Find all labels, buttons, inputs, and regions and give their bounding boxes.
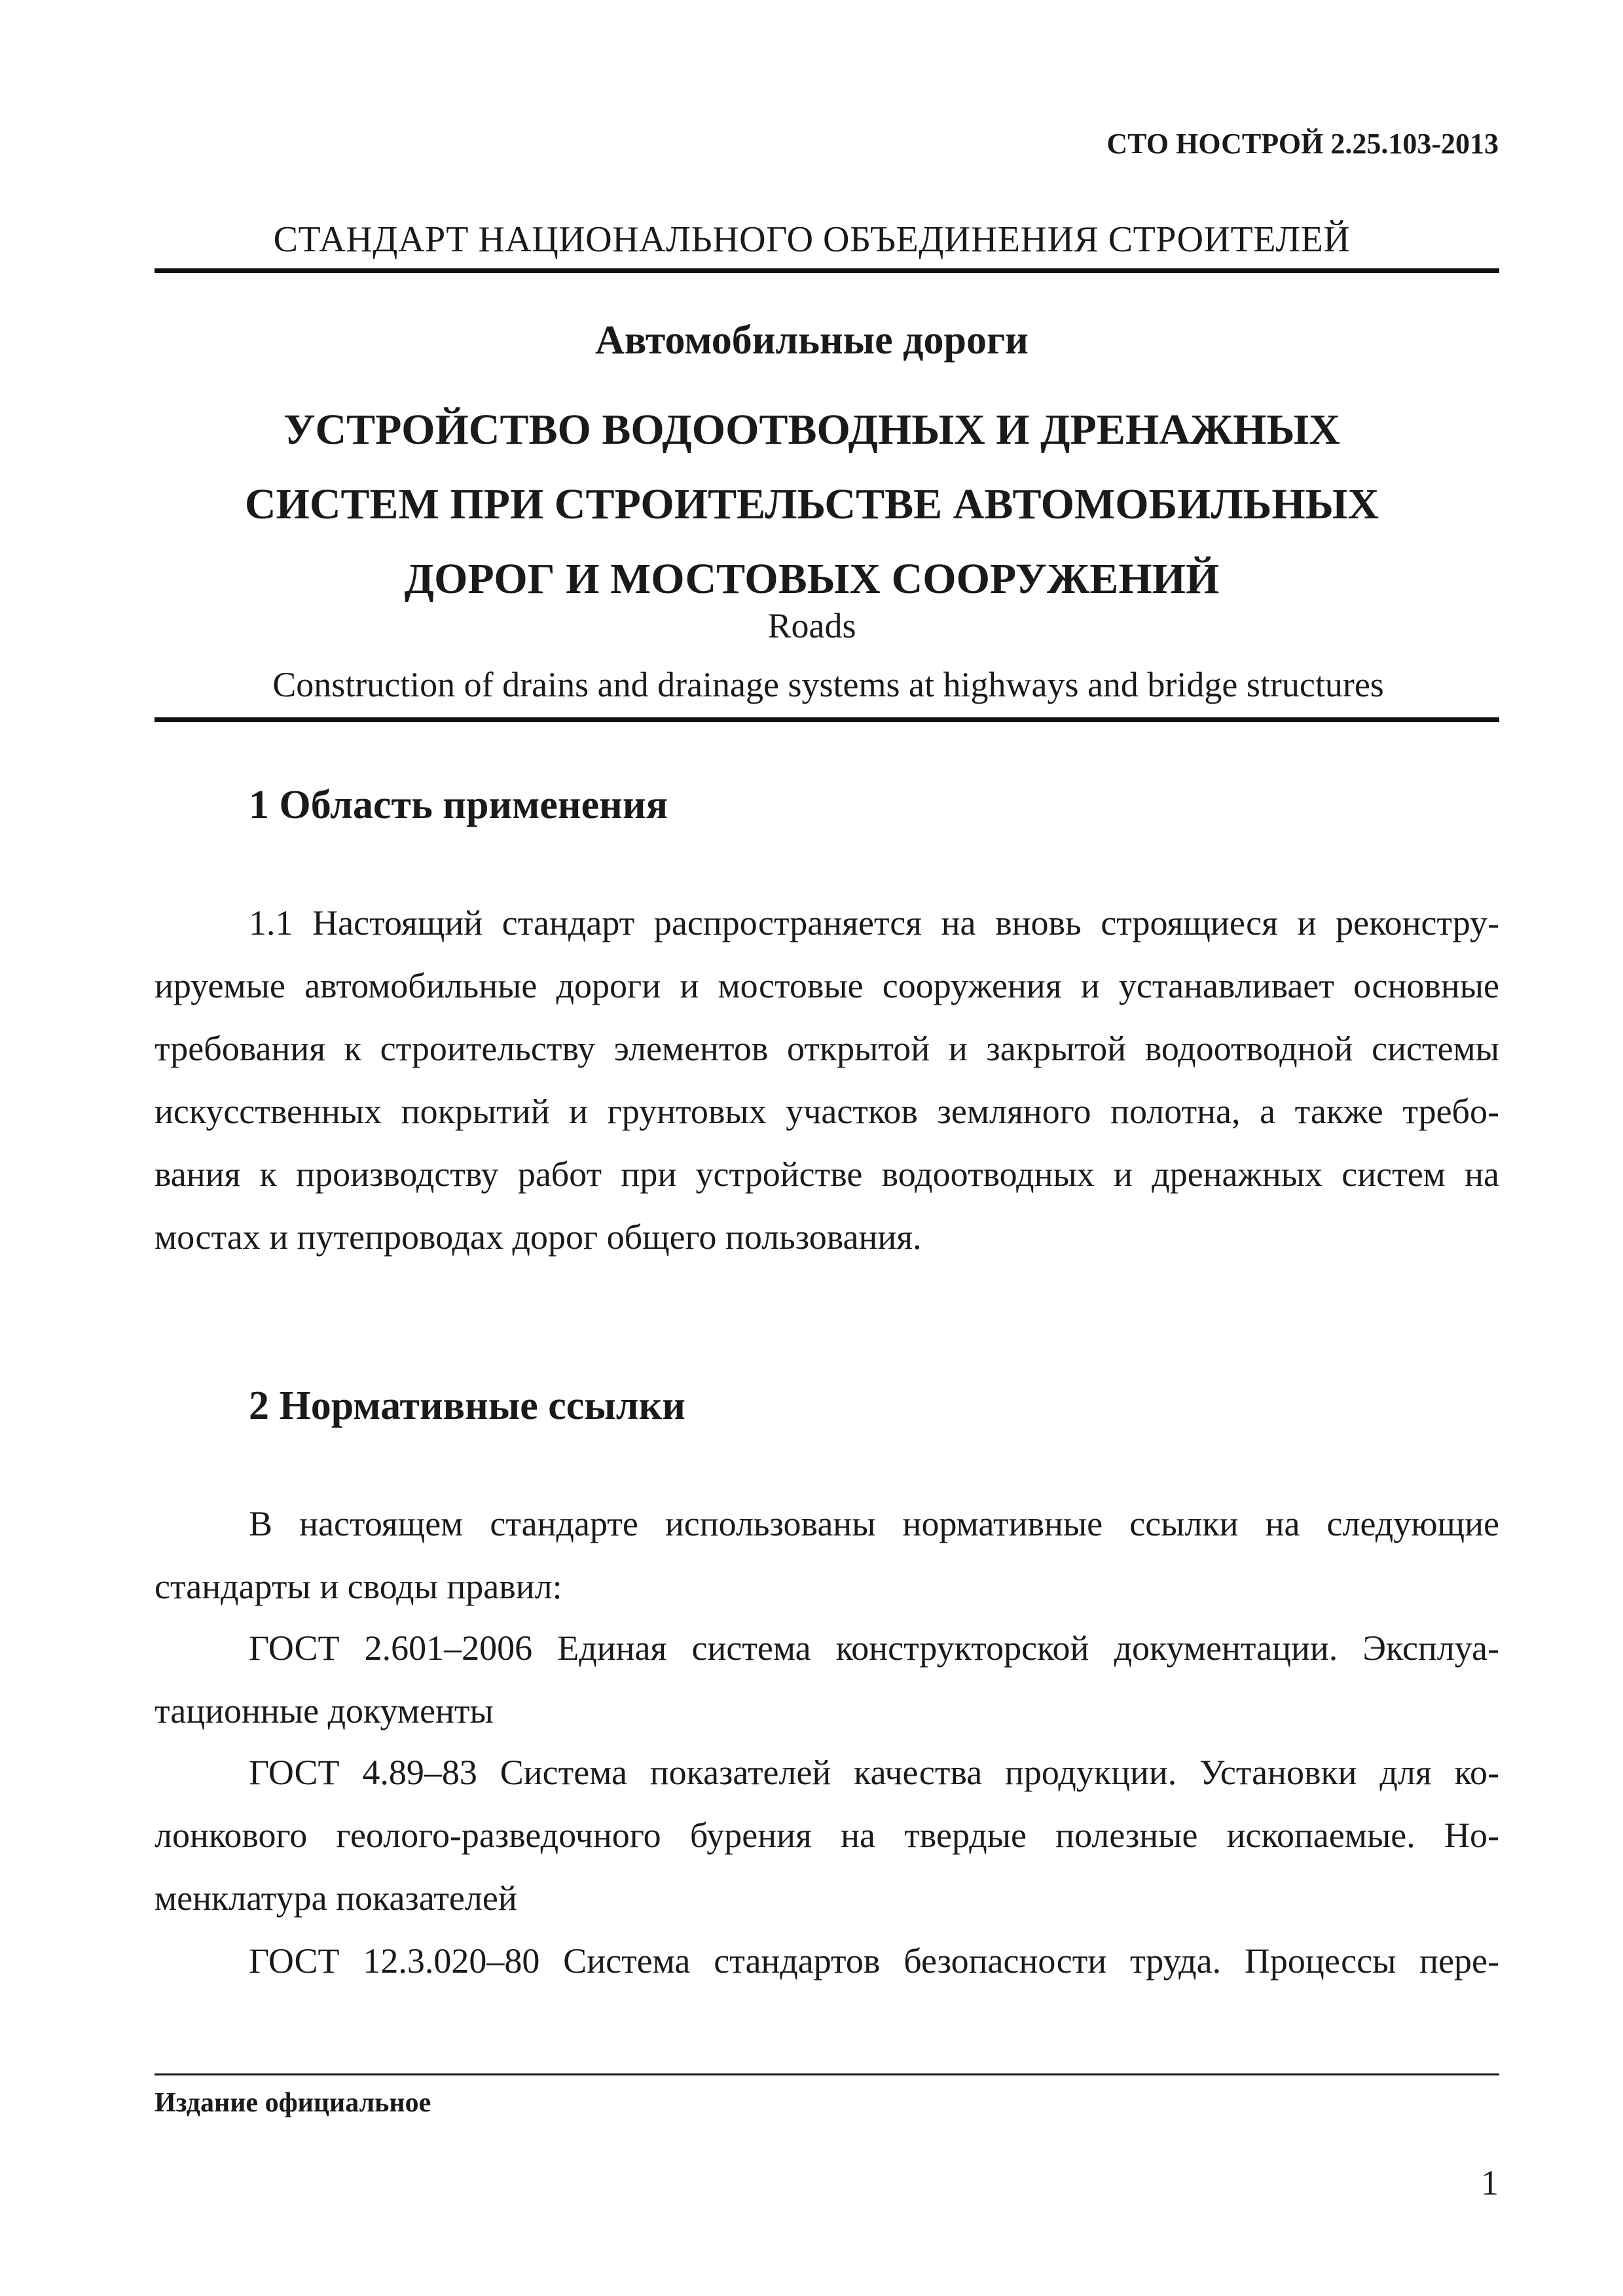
paragraph-line: мостах и путепроводах дорог общего пользования. — [155, 1217, 922, 1257]
document-title — [157, 393, 1467, 617]
section-1-paragraph — [155, 891, 1499, 1268]
page-number: 1 — [1481, 2163, 1499, 2202]
paragraph-line: ГОСТ 12.3.020–80 Система стандартов безопасности труда. Процессы пере- — [249, 1941, 1499, 1981]
paragraph-line: ируемые автомобильные дороги и мостовые сооружения и устанавливает основные — [155, 966, 1499, 1005]
section-1-heading: 1 Область применения — [249, 783, 668, 827]
reference-gost-2-601 — [155, 1617, 1499, 1742]
reference-gost-12-3-020 — [155, 1929, 1499, 1992]
official-edition-label: Издание официальное — [155, 2088, 431, 2118]
paragraph-line: ГОСТ 4.89–83 Система показателей качества продукции. Установки для ко- — [249, 1753, 1499, 1792]
footer-rule — [155, 2073, 1499, 2075]
header-rule — [155, 268, 1499, 273]
paragraph-line: ГОСТ 2.601–2006 Единая система конструкторской документации. Эксплуа- — [249, 1628, 1499, 1668]
english-title: Construction of drains and drainage systems at highways and bridge structures — [272, 665, 1384, 704]
paragraph-line: менклатура показателей — [155, 1878, 517, 1918]
title-line-1: УСТРОЙСТВО ВОДООТВОДНЫХ И ДРЕНАЖНЫХ — [283, 406, 1340, 454]
organization-title: СТАНДАРТ НАЦИОНАЛЬНОГО ОБЪЕДИНЕНИЯ СТРОИТЕЛЕЙ — [273, 219, 1351, 260]
document-subject: Автомобильные дороги — [595, 318, 1029, 363]
title-line-2: СИСТЕМ ПРИ СТРОИТЕЛЬСТВЕ АВТОМОБИЛЬНЫХ — [244, 480, 1379, 528]
document-code: СТО НОСТРОЙ 2.25.103-2013 — [1106, 128, 1499, 160]
paragraph-line: стандарты и своды правил: — [155, 1567, 562, 1606]
paragraph-line: В настоящем стандарте использованы нормативные ссылки на следующие — [249, 1504, 1499, 1543]
section-2-intro — [155, 1492, 1499, 1618]
section-2-heading: 2 Нормативные ссылки — [249, 1384, 685, 1428]
title-rule — [155, 717, 1499, 722]
paragraph-line: вания к производству работ при устройстве водоотводных и дренажных систем на — [155, 1155, 1499, 1194]
paragraph-line: тационные документы — [155, 1691, 494, 1731]
english-subject: Roads — [767, 606, 856, 645]
paragraph-line: искусственных покрытий и грунтовых участков земляного полотна, а также требо- — [155, 1092, 1499, 1131]
title-line-3: ДОРОГ И МОСТОВЫХ СООРУЖЕНИЙ — [404, 555, 1220, 603]
paragraph-line: лонкового геолого-разведочного бурения на твердые полезные ископаемые. Но- — [155, 1816, 1499, 1855]
reference-gost-4-89 — [155, 1741, 1499, 1929]
paragraph-line: 1.1 Настоящий стандарт распространяется на вновь строящиеся и реконстру- — [249, 903, 1499, 942]
paragraph-line: требования к строительству элементов открытой и закрытой водоотводной системы — [155, 1029, 1499, 1068]
